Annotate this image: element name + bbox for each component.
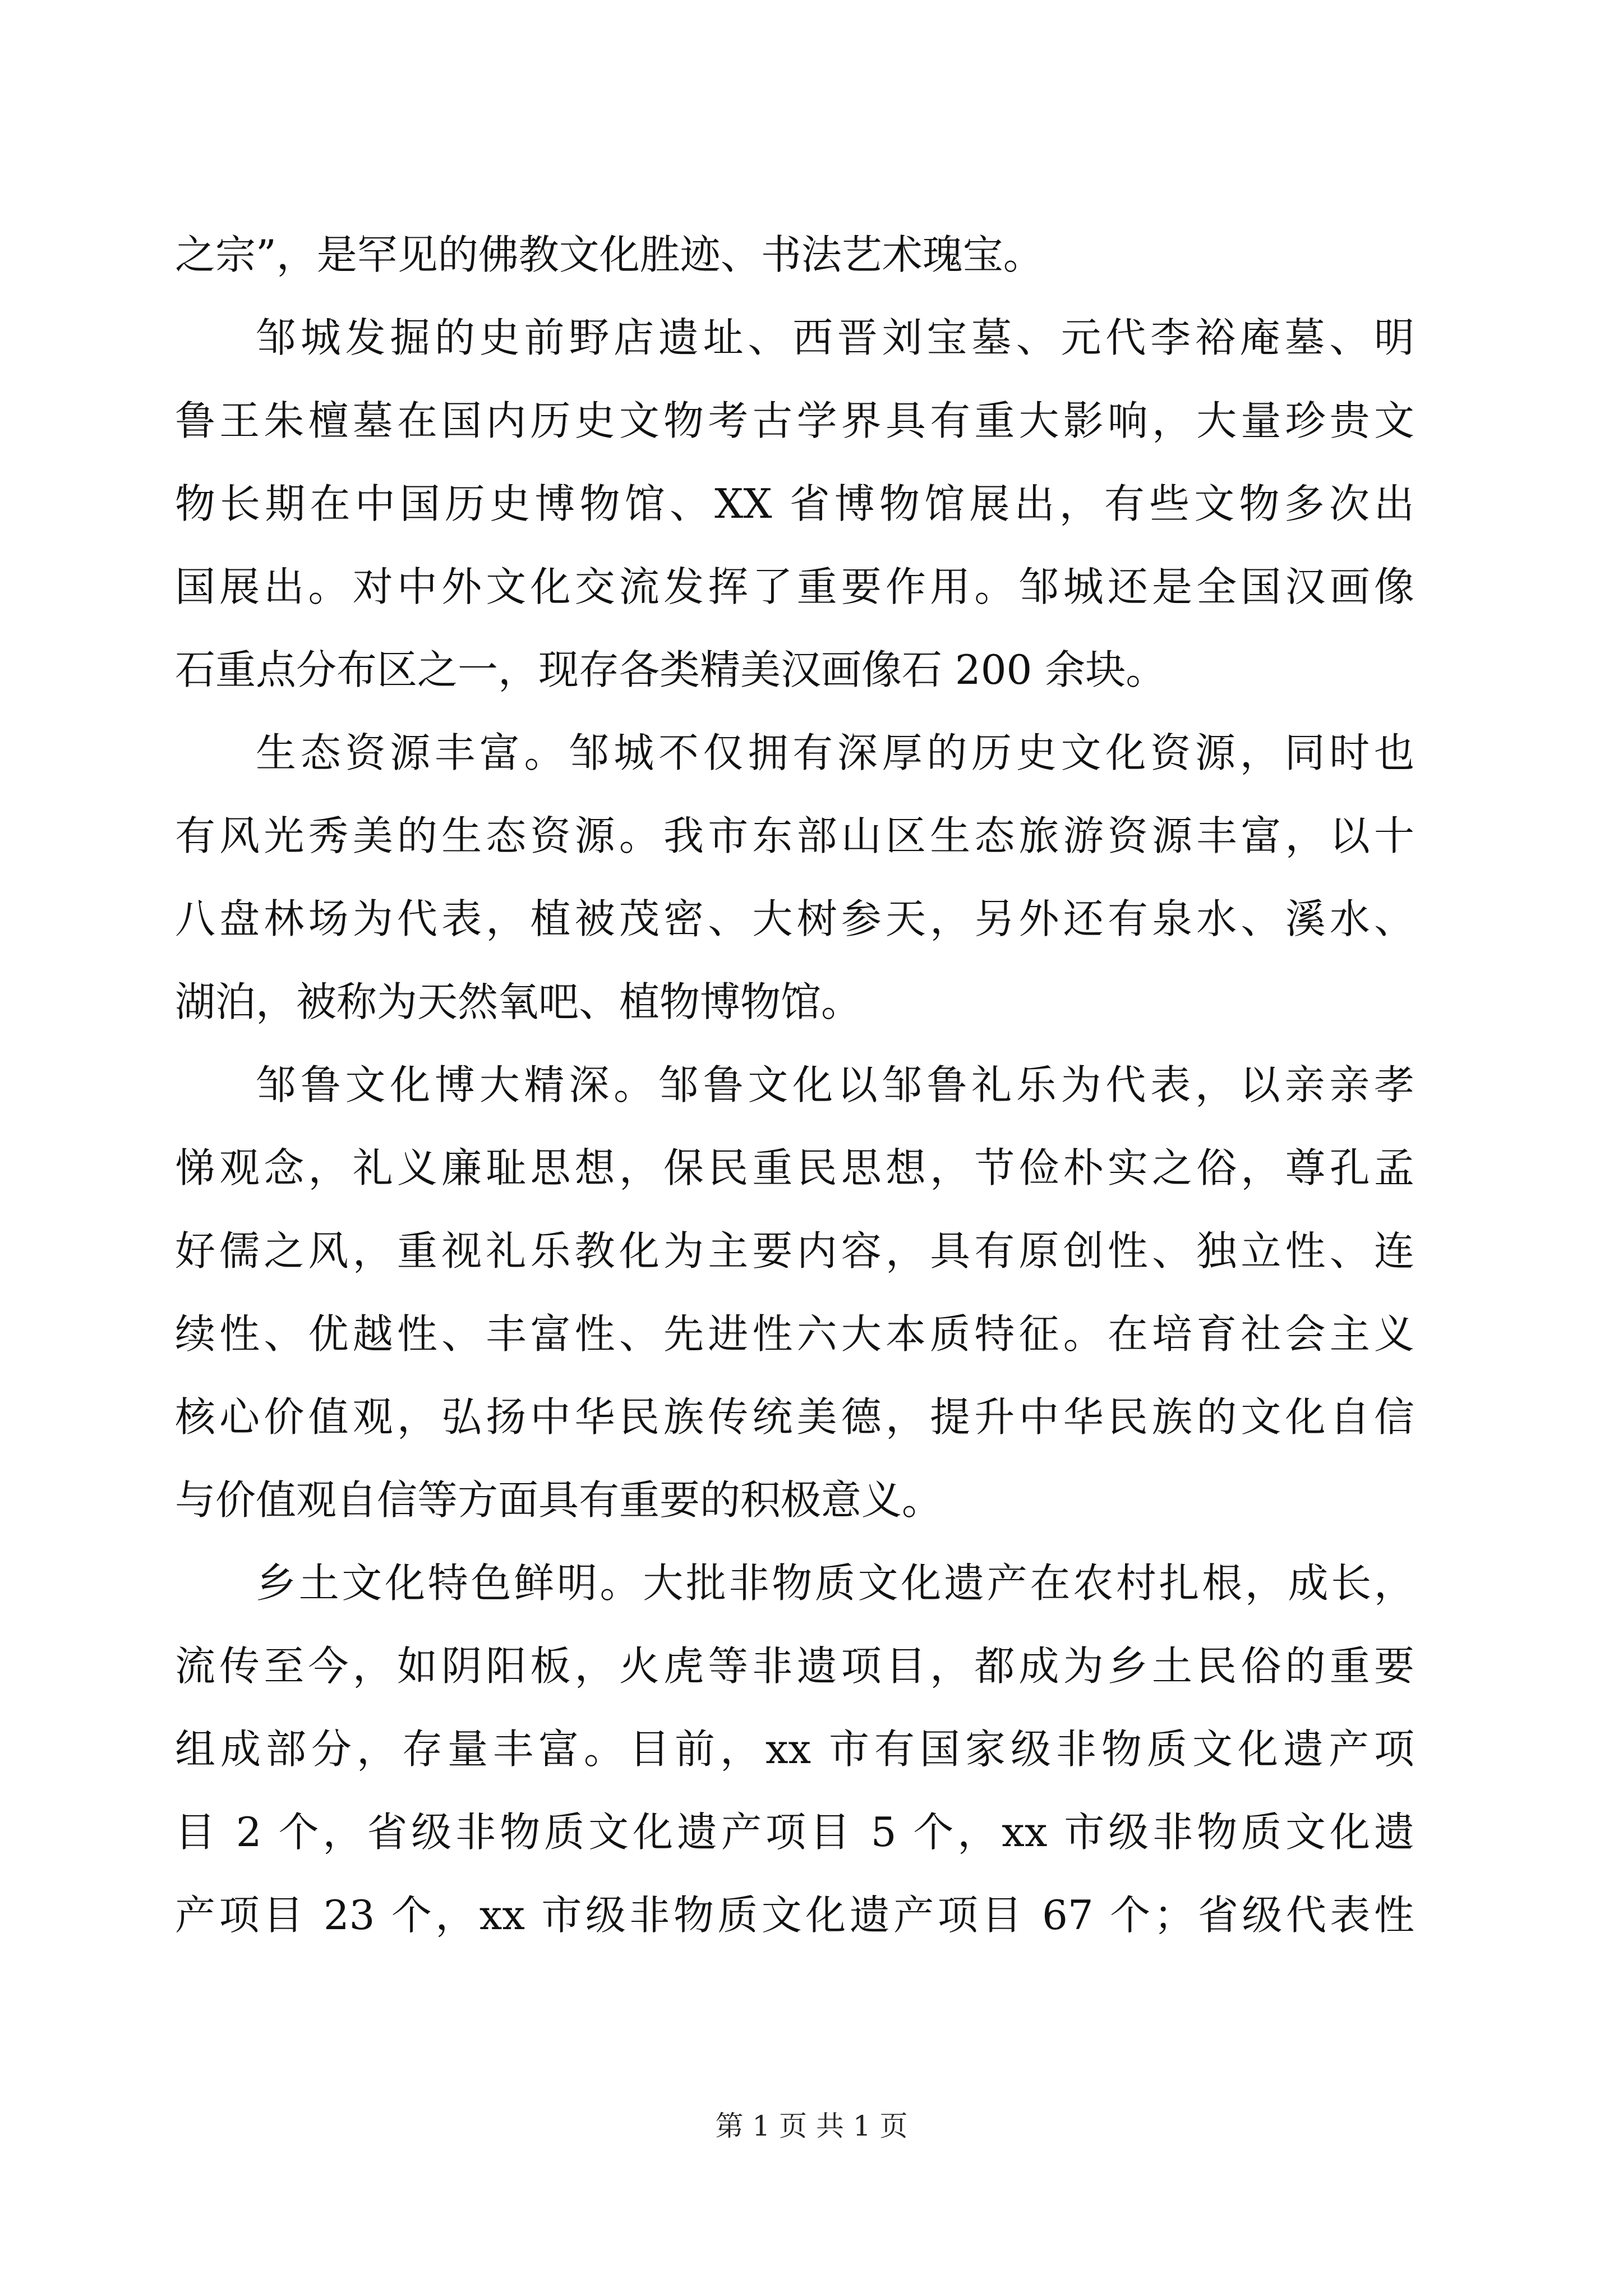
paragraph-ecology-line: 生态资源丰富。邹城不仅拥有深厚的历史文化资源，同时也 [256, 729, 1414, 776]
paragraph-excavation-line: 邹城发掘的史前野店遗址、西晋刘宝墓、元代李裕庵墓、明 [256, 314, 1414, 361]
paragraph-ecology-line: 有风光秀美的生态资源。我市东部山区生态旅游资源丰富，以十 [175, 812, 1414, 859]
paragraph-zoulu-culture-line: 核心价值观，弘扬中华民族传统美德，提升中华民族的文化自信 [175, 1393, 1414, 1441]
paragraph-zoulu-culture-line: 续性、优越性、丰富性、先进性六大本质特征。在培育社会主义 [175, 1310, 1414, 1358]
paragraph-local-culture-line: 流传至今，如阴阳板，火虎等非遗项目，都成为乡土民俗的重要 [175, 1642, 1414, 1690]
paragraph-zoulu-culture-line: 与价值观自信等方面具有重要的积极意义。 [175, 1476, 943, 1524]
paragraph-local-culture-line: 组成部分，存量丰富。目前，xx 市有国家级非物质文化遗产项 [175, 1726, 1414, 1773]
paragraph-zoulu-culture-line: 邹鲁文化博大精深。邹鲁文化以邹鲁礼乐为代表，以亲亲孝 [256, 1061, 1414, 1108]
paragraph-local-culture-line: 目 2 个，省级非物质文化遗产项目 5 个，xx 市级非物质文化遗 [175, 1809, 1414, 1856]
paragraph-excavation-line: 国展出。对中外文化交流发挥了重要作用。邹城还是全国汉画像 [175, 563, 1414, 610]
paragraph-continuation-line: 之宗”，是罕见的佛教文化胜迹、书法艺术瑰宝。 [175, 231, 1044, 278]
paragraph-zoulu-culture-line: 好儒之风，重视礼乐教化为主要内容，具有原创性、独立性、连 [175, 1227, 1414, 1274]
paragraph-ecology-line: 湖泊，被称为天然氧吧、植物博物馆。 [175, 978, 862, 1025]
paragraph-excavation-line: 物长期在中国历史博物馆、XX 省博物馆展出，有些文物多次出 [175, 480, 1414, 527]
paragraph-zoulu-culture-line: 悌观念，礼义廉耻思想，保民重民思想，节俭朴实之俗，尊孔孟 [175, 1144, 1414, 1191]
page-number-footer: 第 1 页 共 1 页 [715, 2110, 908, 2142]
paragraph-local-culture-line: 乡土文化特色鲜明。大批非物质文化遗产在农村扎根，成长， [256, 1559, 1414, 1607]
paragraph-excavation-line: 鲁王朱檀墓在国内历史文物考古学界具有重大影响，大量珍贵文 [175, 397, 1414, 444]
document-body [175, 213, 1414, 1957]
paragraph-ecology-line: 八盘林场为代表，植被茂密、大树参天，另外还有泉水、溪水、 [175, 895, 1414, 942]
paragraph-excavation-line: 石重点分布区之一，现存各类精美汉画像石 200 余块。 [175, 646, 1166, 693]
paragraph-local-culture-line: 产项目 23 个，xx 市级非物质文化遗产项目 67 个；省级代表性 [175, 1892, 1414, 1939]
